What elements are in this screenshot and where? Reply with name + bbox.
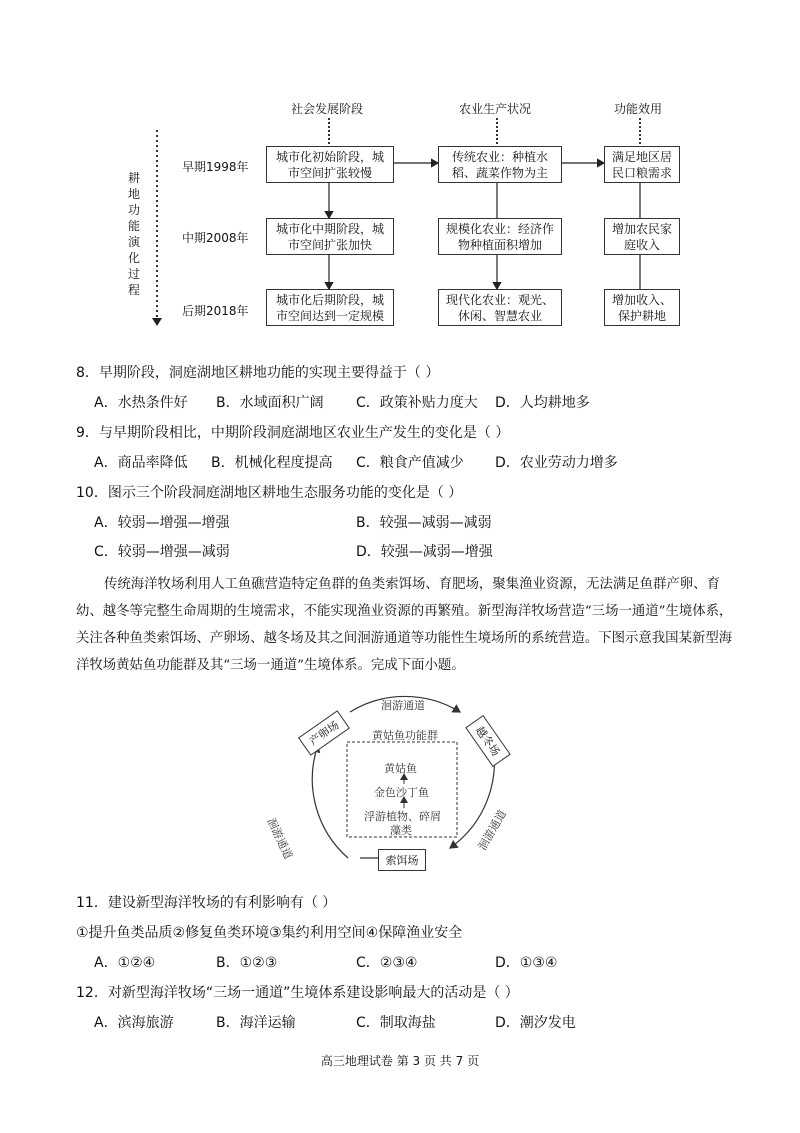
box-func-late: 增加收入、保护耕地 bbox=[604, 289, 680, 326]
chain-yellow-croaker: 黄姑鱼 bbox=[384, 762, 417, 775]
question-9-option-a: A．商品率降低 bbox=[94, 455, 188, 471]
question-11-choices: ①提升鱼类品质②修复鱼类环境③集约利用空间④保障渔业安全 bbox=[76, 925, 463, 941]
header-social-stage: 社会发展阶段 bbox=[291, 102, 364, 116]
question-12-option-d: D．潮汐发电 bbox=[495, 1015, 576, 1031]
question-9-stem: 9．与早期阶段相比，中期阶段洞庭湖地区农业生产发生的变化是（ ） bbox=[76, 425, 510, 441]
box-social-middle: 城市化中期阶段，城市空间扩张加快 bbox=[266, 218, 394, 255]
passage-text: 传统海洋牧场利用人工鱼礁营造特定鱼群的鱼类索饵场、育肥场，聚集渔业资源，无法满足鱼群产卵、育幼、越冬等完整生命周期的生境需求，不能实现渔业资源的再繁殖。新型海洋牧场营造“三场一通道”生境体系，关注各种鱼类索饵场、产卵场、越冬场及其之间洄游通道等功能性生境场所的系统营造。下图示意我国某新型海洋牧场黄姑鱼功能群及其“三场一通道”生境体系。完成下面小题。 bbox=[76, 577, 733, 673]
question-10-option-d: D．较强—减弱—增强 bbox=[356, 544, 493, 560]
wintering-ground-box: 越冬场 bbox=[465, 715, 511, 767]
question-9-option-d: D．农业劳动力增多 bbox=[495, 455, 618, 471]
stage-late: 后期2018年 bbox=[182, 304, 249, 318]
question-12-option-a: A．滨海旅游 bbox=[94, 1015, 174, 1031]
page-footer: 高三地理试卷 第 3 页 共 7 页 bbox=[320, 1054, 480, 1068]
header-agri-status: 农业生产状况 bbox=[459, 102, 532, 116]
question-8-option-d: D．人均耕地多 bbox=[495, 395, 590, 411]
box-func-middle: 增加农民家庭收入 bbox=[604, 218, 680, 255]
question-8-option-c: C．政策补贴力度大 bbox=[356, 395, 478, 411]
question-9-option-c: C．粮食产值减少 bbox=[356, 455, 464, 471]
question-11-option-a: A．①②④ bbox=[94, 955, 156, 971]
functional-group-title: 黄姑鱼功能群 bbox=[372, 729, 438, 742]
stage-middle: 中期2008年 bbox=[182, 231, 249, 245]
question-9-option-b: B．机械化程度提高 bbox=[211, 455, 333, 471]
question-11-option-b: B．①②③ bbox=[216, 955, 278, 971]
question-8-option-a: A．水热条件好 bbox=[94, 395, 188, 411]
question-12-option-c: C．制取海盐 bbox=[356, 1015, 436, 1031]
box-social-late: 城市化后期阶段，城市空间达到一定规模 bbox=[266, 289, 394, 326]
question-11-option-d: D．①③④ bbox=[495, 955, 558, 971]
chain-plankton: 浮游植物、碎屑 bbox=[364, 810, 441, 823]
migration-arc-left bbox=[312, 745, 348, 858]
chain-sardine: 金色沙丁鱼 bbox=[374, 786, 429, 799]
chain-algae: 藻类 bbox=[390, 824, 412, 837]
stage-early: 早期1998年 bbox=[182, 160, 249, 174]
question-10-option-a: A．较弱—增强—增强 bbox=[94, 515, 230, 531]
spawning-ground-box: 产卵场 bbox=[298, 710, 350, 756]
question-8-stem: 8．早期阶段，洞庭湖地区耕地功能的实现主要得益于（ ） bbox=[76, 365, 440, 381]
label-migration-top: 洄游通道 bbox=[381, 699, 425, 712]
label-migration-left: 洄游通道 bbox=[264, 815, 295, 862]
question-10-option-c: C．较弱—增强—减弱 bbox=[94, 544, 230, 560]
question-11-option-c: C．②③④ bbox=[356, 955, 418, 971]
box-func-early: 满足地区居民口粮需求 bbox=[604, 146, 680, 183]
question-11-stem: 11．建设新型海洋牧场的有利影响有（ ） bbox=[76, 895, 337, 911]
label-migration-right: 洄游通道 bbox=[475, 807, 509, 853]
side-label-text: 耕地功能演化过程 bbox=[127, 171, 140, 297]
header-function: 功能效用 bbox=[614, 102, 663, 116]
box-social-early: 城市化初始阶段，城市空间扩张较慢 bbox=[266, 146, 394, 183]
question-12-option-b: B．海洋运输 bbox=[216, 1015, 296, 1031]
box-agri-middle: 规模化农业：经济作物种植面积增加 bbox=[438, 218, 562, 255]
feeding-ground-box: 索饵场 bbox=[378, 849, 426, 871]
question-10-option-b: B．较强—减弱—减弱 bbox=[356, 515, 492, 531]
question-12-stem: 12．对新型海洋牧场“三场一通道”生境体系建设影响最大的活动是（ ） bbox=[76, 985, 519, 1001]
box-agri-late: 现代化农业：观光、休闲、智慧农业 bbox=[438, 289, 562, 326]
question-8-option-b: B．水域面积广阔 bbox=[216, 395, 324, 411]
question-10-stem: 10．图示三个阶段洞庭湖地区耕地生态服务功能的变化是（ ） bbox=[76, 485, 463, 501]
box-agri-early: 传统农业：种植水稻、蔬菜作物为主 bbox=[438, 146, 562, 183]
